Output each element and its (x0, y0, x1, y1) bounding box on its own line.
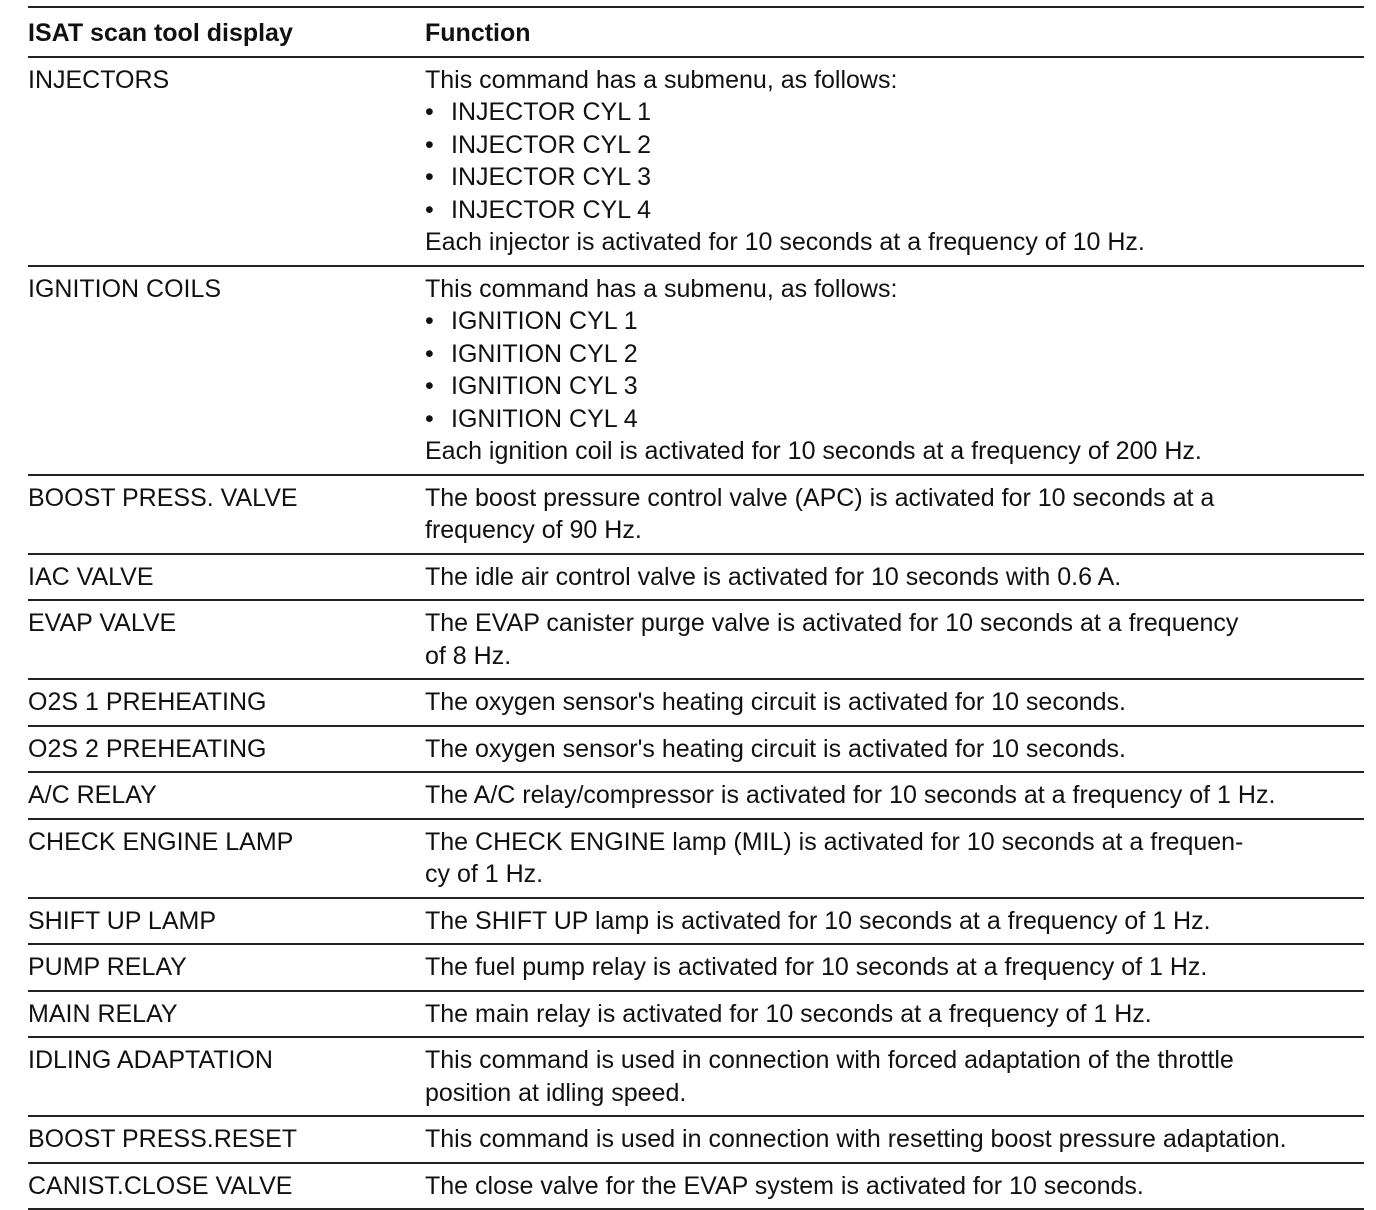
table-header-row (28, 7, 1364, 57)
table-row (28, 266, 1364, 475)
function-cell (425, 1163, 1364, 1210)
submenu-item: • INJECTOR CYL 1 (425, 96, 1364, 129)
display-cell: EVAP VALVE (28, 600, 425, 679)
bullet-icon: • (425, 339, 434, 368)
function-outro: Each injector is activated for 10 seconds at a frequency of 10 Hz. (425, 228, 1145, 256)
function-line: frequency of 90 Hz. (425, 516, 642, 544)
function-line: The CHECK ENGINE lamp (MIL) is activated for 10 seconds at a frequen- (425, 827, 1244, 856)
function-cell (425, 1116, 1364, 1163)
header-display: ISAT scan tool display (28, 7, 425, 57)
table-row (28, 1116, 1364, 1163)
function-line: The main relay is activated for 10 seconds at a frequency of 1 Hz. (425, 999, 1152, 1028)
function-line: The idle air control valve is activated for 10 seconds with 0.6 A. (425, 562, 1122, 591)
submenu-item: • IGNITION CYL 4 (425, 403, 1364, 436)
table-row (28, 1037, 1364, 1116)
table-row (28, 991, 1364, 1038)
submenu-item: • INJECTOR CYL 2 (425, 129, 1364, 162)
function-line: The boost pressure control valve (APC) is activated for 10 seconds at a (425, 483, 1215, 512)
submenu-item: • INJECTOR CYL 3 (425, 161, 1364, 194)
function-line: The fuel pump relay is activated for 10 seconds at a frequency of 1 Hz. (425, 953, 1208, 981)
function-intro: This command has a submenu, as follows: (425, 274, 898, 303)
function-cell (425, 679, 1364, 726)
table-row (28, 772, 1364, 819)
function-line: cy of 1 Hz. (425, 860, 544, 888)
function-cell (425, 600, 1364, 679)
display-cell: A/C RELAY (28, 772, 425, 819)
function-cell (425, 266, 1364, 475)
display-cell: CANIST.CLOSE VALVE (28, 1163, 425, 1210)
bullet-icon: • (425, 163, 434, 191)
display-cell: IAC VALVE (28, 554, 425, 601)
function-line: position at idling speed. (425, 1078, 687, 1107)
display-cell: BOOST PRESS.RESET (28, 1116, 425, 1163)
function-cell (425, 554, 1364, 601)
table-row (28, 600, 1364, 679)
function-cell (425, 819, 1364, 898)
display-cell: O2S 1 PREHEATING (28, 679, 425, 726)
table-row (28, 898, 1364, 945)
bullet-icon: • (425, 195, 434, 224)
table-row (28, 1163, 1364, 1210)
function-cell (425, 898, 1364, 945)
submenu-item: • IGNITION CYL 3 (425, 370, 1364, 403)
display-cell: BOOST PRESS. VALVE (28, 475, 425, 554)
function-line: The close valve for the EVAP system is activated for 10 seconds. (425, 1171, 1144, 1200)
function-line: The A/C relay/compressor is activated for 10 seconds at a frequency of 1 Hz. (425, 781, 1276, 809)
table-row (28, 726, 1364, 773)
function-line: This command is used in connection with resetting boost pressure adaptation. (425, 1125, 1287, 1153)
display-cell: MAIN RELAY (28, 991, 425, 1038)
header-function: Function (425, 7, 1364, 57)
display-cell: CHECK ENGINE LAMP (28, 819, 425, 898)
display-cell: IGNITION COILS (28, 266, 425, 475)
table-row (28, 57, 1364, 266)
function-cell (425, 475, 1364, 554)
function-line: of 8 Hz. (425, 641, 512, 670)
table-row (28, 679, 1364, 726)
display-cell: INJECTORS (28, 57, 425, 266)
function-line: The oxygen sensor's heating circuit is activated for 10 seconds. (425, 688, 1126, 716)
table-row (28, 554, 1364, 601)
function-cell (425, 726, 1364, 773)
submenu-item: • INJECTOR CYL 4 (425, 194, 1364, 227)
table-row (28, 475, 1364, 554)
function-intro: This command has a submenu, as follows: (425, 65, 898, 94)
function-cell (425, 944, 1364, 991)
function-cell (425, 1037, 1364, 1116)
display-cell: O2S 2 PREHEATING (28, 726, 425, 773)
bullet-icon: • (425, 98, 434, 126)
isat-function-table (28, 6, 1364, 1210)
submenu-item: • IGNITION CYL 2 (425, 338, 1364, 371)
display-cell: PUMP RELAY (28, 944, 425, 991)
function-cell (425, 57, 1364, 266)
table-row (28, 944, 1364, 991)
function-outro: Each ignition coil is activated for 10 seconds at a frequency of 200 Hz. (425, 437, 1202, 465)
function-line: The EVAP canister purge valve is activated for 10 seconds at a frequency (425, 609, 1239, 637)
bullet-icon: • (425, 130, 434, 159)
function-line: The oxygen sensor's heating circuit is activated for 10 seconds. (425, 734, 1126, 763)
function-line: The SHIFT UP lamp is activated for 10 seconds at a frequency of 1 Hz. (425, 906, 1211, 935)
bullet-icon: • (425, 404, 434, 433)
bullet-icon: • (425, 372, 434, 400)
display-cell: IDLING ADAPTATION (28, 1037, 425, 1116)
function-cell (425, 772, 1364, 819)
table-row (28, 819, 1364, 898)
submenu-item: • IGNITION CYL 1 (425, 305, 1364, 338)
function-line: This command is used in connection with forced adaptation of the throttle (425, 1046, 1234, 1074)
bullet-icon: • (425, 307, 434, 335)
function-cell (425, 991, 1364, 1038)
display-cell: SHIFT UP LAMP (28, 898, 425, 945)
